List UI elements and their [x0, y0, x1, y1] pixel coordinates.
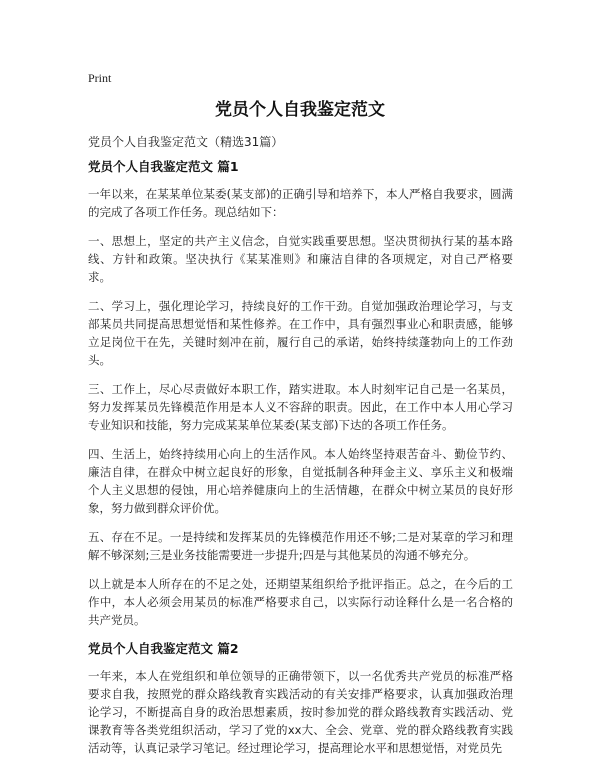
document-subtitle: 党员个人自我鉴定范文（精选31篇）	[88, 135, 284, 149]
document-title: 党员个人自我鉴定范文	[215, 100, 385, 120]
print-label[interactable]: Print	[88, 71, 112, 85]
section-heading: 党员个人自我鉴定范文 篇1	[88, 159, 239, 174]
section-1	[88, 158, 513, 629]
paragraph: 一年以来，在某某单位某委(某支部)的正确引导和培养下，本人严格自我要求，圆满的完成了各项工作任务。现总结如下：	[88, 187, 513, 219]
paragraph: 以上就是本人所存在的不足之处，还期望某组织给予批评指正。总之，在今后的工作中，本人必须会用某员的标准严格要求自己，以实际行动诠释什么是一名合格的共产党员。	[88, 577, 513, 627]
paragraph: 一年来，本人在党组织和单位领导的正确带领下，以一名优秀共产党员的标准严格要求自我，按照党的群众路线教育实践活动的有关安排严格要求，认真加强政治理论学习，不断提高自身的政治思想素质，按时参加党的群众路线教育实践活动、党课教育等各类党组织活动，学习了党的xx大、全会、党章、党的群众路线教育实践活动等，认真记录学习笔记。经过理论学习，提高理论水平和思想觉悟，对党员先	[88, 669, 513, 755]
paragraph: 一、思想上，坚定的共产主义信念，自觉实践重要思想。坚决贯彻执行某的基本路线、方针和政策。坚决执行《某某准则》和廉洁自律的各项规定，对自己严格要求。	[88, 234, 513, 284]
section-heading: 党员个人自我鉴定范文 篇2	[88, 641, 239, 656]
paragraph: 五、存在不足。一是持续和发挥某员的先锋模范作用还不够;二是对某章的学习和理解不够深刻;三是业务技能需要进一步提升;四是与其他某员的沟通不够充分。	[88, 530, 513, 562]
document-body	[88, 158, 513, 768]
paragraph: 二、学习上，强化理论学习，持续良好的工作干劲。自觉加强政治理论学习，与支部某员共同提高思想觉悟和某性修养。在工作中，具有强烈事业心和职责感，能够立足岗位干在先，关键时刻冲在前，履行自己的承诺，始终持续蓬勃向上的工作劲头。	[88, 299, 513, 367]
section-2	[88, 640, 513, 757]
paragraph: 三、工作上，尽心尽责做好本职工作，踏实进取。本人时刻牢记自己是一名某员，努力发挥某员先锋模范作用是本人义不容辞的职责。因此，在工作中本人用心学习专业知识和技能，努力完成某某单位某委(某支部)下达的各项工作任务。	[88, 382, 513, 432]
paragraph: 四、生活上，始终持续用心向上的生活作风。本人始终坚持艰苦奋斗、勤俭节约、廉洁自律，在群众中树立起良好的形象，自觉抵制各种拜金主义、享乐主义和极端个人主义思想的侵蚀，用心培养健康向上的生活情趣，在群众中树立某员的良好形象，努力做到群众评价优。	[88, 447, 513, 515]
